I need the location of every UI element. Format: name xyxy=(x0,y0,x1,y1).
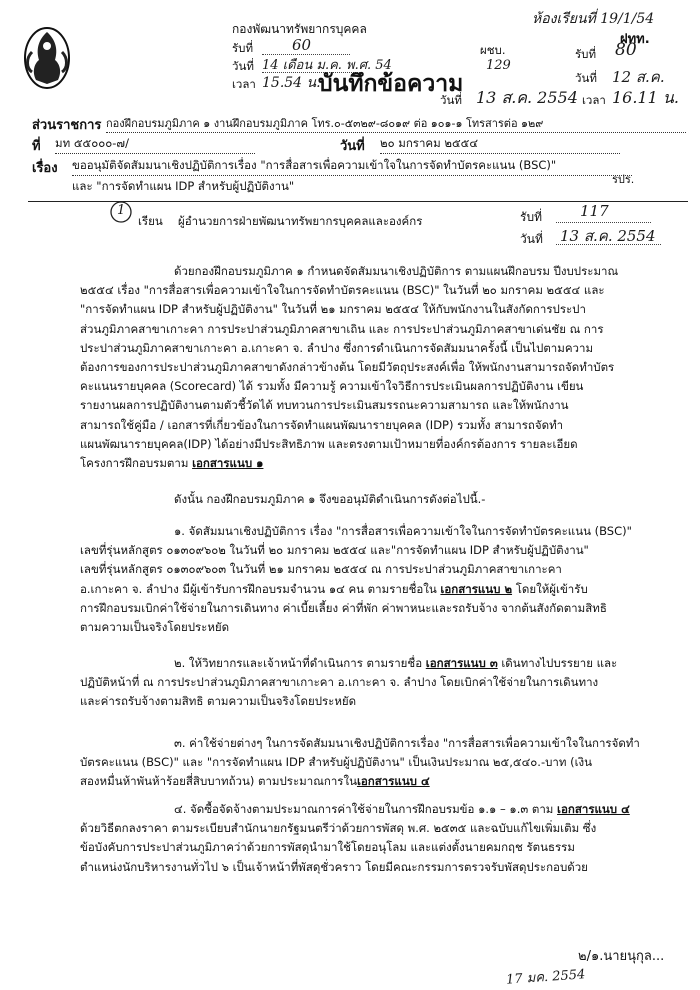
attachment-4-link-2[interactable]: เอกสารแนบ ๔ xyxy=(557,802,630,816)
p1-line: แผนพัฒนารายบุคคล(IDP) ได้อย่างมีประสิทธิภาพ และตรงตามเป้าหมายที่องค์กรต้องการ รายละเอียด xyxy=(80,436,578,451)
i1-line: เลขที่รุ่นหลักสูตร ๐๑๓๐๙๖๐๓ ในวันที่ ๒๑ มกราคม ๒๕๕๔ ณ การประปาส่วนภูมิภาคสาขาเกาะคา xyxy=(80,562,562,577)
recv2-date-value: 13 ส.ค. 2554 xyxy=(560,227,656,245)
attachment-1-link[interactable]: เอกสารแนบ ๑ xyxy=(192,456,264,471)
recv2-label: รับที่ xyxy=(520,210,542,224)
i1-line: การฝึกอบรมเบิกค่าใช้จ่ายในการเดินทาง ค่าเบี้ยเลี้ยง ค่าที่พัก ค่าพาหนะและรถรับจ้าง จากต้นสังกัดตามสิทธิ xyxy=(80,600,607,615)
i3-line: ๓. ค่าใช้จ่ายต่างๆ ในการจัดสัมมนาเชิงปฏิบัติการเรื่อง "การสื่อสารเพื่อความเข้าใจในการจัดทำ xyxy=(174,736,640,750)
i4-l1-text: ๔. จัดซื้อจัดจ้างตามประมาณการค่าใช้จ่ายในการฝึกอบรมข้อ ๑.๑ – ๑.๓ ตาม xyxy=(174,802,558,816)
i2-l1-suffix: เดินทางไปบรรยาย และ xyxy=(497,656,618,670)
item-3 xyxy=(80,734,670,792)
i1-line xyxy=(80,580,670,599)
p1-line: ต้องการของการประปาส่วนภูมิภาคสาขาดังกล่าวข้างต้น โดยมีวัตถุประสงค์เพื่อ ให้พนักงานสามารถจัดทำบัตร xyxy=(80,360,615,375)
stamp-recv-value: 60 xyxy=(292,36,312,54)
i1-l4-text: อ.เกาะคา จ. ลำปาง มีผู้เข้ารับการฝึกอบรมจำนวน ๑๔ คน ตามรายชื่อใน xyxy=(80,581,441,596)
stamp-time-value: 15.54 น. xyxy=(262,75,321,91)
right-date2-label: วันที่ xyxy=(440,93,462,107)
item-2 xyxy=(80,654,670,712)
right-time-value: 16.11 น. xyxy=(612,88,679,107)
i1-line: เลขที่รุ่นหลักสูตร ๐๑๓๐๙๖๐๒ ในวันที่ ๒๐ มกราคม ๒๕๕๔ และ"การจัดทำแผน IDP สำหรับผู้ปฏิบัติงาน" xyxy=(80,543,589,558)
i3-l3-text: สองหมื่นห้าพันห้าร้อยสี่สิบบาทถ้วน) ตามประมาณการใน xyxy=(80,774,357,789)
right-date2-value: 13 ส.ค. 2554 xyxy=(476,88,578,107)
stamp-recv-label: รับที่ xyxy=(232,41,254,55)
rbs-mark: รปร. xyxy=(612,173,635,186)
p1-line: "การจัดทำแผน IDP สำหรับผู้ปฏิบัติงาน" ในวันที่ ๒๑ มกราคม ๒๕๕๔ ให้กับพนักงานในสังกัดการประปา xyxy=(80,302,586,317)
paragraph-1 xyxy=(80,262,670,473)
page-title: บันทึกข้อความ xyxy=(318,71,464,97)
continued-note: ๒/๑.นายนุกุล... xyxy=(578,949,665,964)
i2-line: ปฏิบัติหน้าที่ ณ การประปาส่วนภูมิภาคสาขาเกาะคา อ.เกาะคา จ. ลำปาง โดยเบิกค่าใช้จ่ายในการเดินทาง xyxy=(80,675,599,690)
handwritten-top-note: ห้องเรียนที่ 19/1/54 xyxy=(532,11,655,27)
dept-label: ส่วนราชการ xyxy=(32,118,102,133)
i2-line xyxy=(80,654,670,673)
i4-line: ด้วยวิธีตกลงราคา ตามระเบียบสำนักนายกรัฐมนตรีว่าด้วยการพัสดุ พ.ศ. ๒๕๓๕ และฉบับแก้ไขเพิ่มเติม ซึ่ง xyxy=(80,821,597,836)
unit2-label: ฝทท. xyxy=(620,32,650,47)
p1-line: ๒๕๕๔ เรื่อง "การสื่อสารเพื่อความเข้าใจในการจัดทำบัตรคะแนน (BSC)" ในวันที่ ๒๐ มกราคม ๒๕๕๔ และ xyxy=(80,283,605,298)
i4-line: ตำแหน่งนักบริหารงานทั่วไป ๖ เป็นเจ้าหน้าที่พัสดุชั่วคราว โดยมีคณะกรรมการตรวจรับพัสดุประกอบด้วย xyxy=(80,859,588,874)
right-recv-label: รับที่ xyxy=(575,47,597,61)
recv2-date-label: วันที่ xyxy=(520,232,543,246)
i3-line xyxy=(80,772,670,791)
i1-line: ตามความเป็นจริงโดยประหยัด xyxy=(80,620,230,635)
stamp-date-value: 14 เดือน ม.ค. พ.ศ. 54 xyxy=(262,58,392,73)
subject-line-2: และ "การจัดทำแผน IDP สำหรับผู้ปฏิบัติงาน" xyxy=(72,179,295,193)
right-date-label: วันที่ xyxy=(575,71,597,85)
recv2-value: 117 xyxy=(580,202,609,220)
attachment-4-link[interactable]: เอกสารแนบ ๔ xyxy=(356,774,430,789)
to-value: ผู้อำนวยการฝ่ายพัฒนาทรัพยากรบุคคลและองค์กร xyxy=(178,214,423,228)
i1-line: ๑. จัดสัมมนาเชิงปฏิบัติการ เรื่อง "การสื่อสารเพื่อความเข้าใจในการจัดทำบัตรคะแนน (BSC)" xyxy=(174,524,632,538)
doc-date-label: วันที่ xyxy=(340,139,365,154)
i2-l1-text: ๒. ให้วิทยากรและเจ้าหน้าที่ดำเนินการ ตามรายชื่อ xyxy=(174,656,426,670)
right-date-value: 12 ส.ค. xyxy=(612,68,665,86)
dept-value: กองฝึกอบรมภูมิภาค ๑ งานฝึกอบรมภูมิภาค โทร.๐-๕๓๒๙-๘๐๑๙ ต่อ ๑๐๑-๑ โทรสารต่อ ๑๒๙ xyxy=(106,114,686,133)
p1-line: ส่วนภูมิภาคสาขาเกาะคา การประปาส่วนภูมิภาคสาขาเถิน และ การประปาส่วนภูมิภาคสาขาเด่นชัย ณ การ xyxy=(80,321,604,336)
p1-line: รายงานผลการปฏิบัติงานตามตัวชี้วัดได้ ทบทวนการประเมินสมรรถนะความสามารถ และให้พนักงาน xyxy=(80,398,569,413)
i2-line: และค่ารถรับจ้างตามสิทธิ ตามความเป็นจริงโดยประหยัด xyxy=(80,694,357,709)
stamp-time-label: เวลา xyxy=(232,77,256,91)
i4-line xyxy=(80,800,670,819)
p1-line: ประปาส่วนภูมิภาคสาขาเกาะคา อ.เกาะคา จ. ลำปาง ซึ่งการดำเนินการจัดสัมมนาครั้งนี้ เป็นไปตามความ xyxy=(80,340,594,355)
unit1-number: 129 xyxy=(486,58,511,73)
stamp-date-label: วันที่ xyxy=(232,59,254,73)
subject-label: เรื่อง xyxy=(32,161,58,176)
p1-line: คะแนนรายบุคคล (Scorecard) ได้ รวมทั้ง มีความรู้ ความเข้าใจวิธีการประเมินผลการปฏิบัติงาน เขียน xyxy=(80,379,584,394)
i3-line: บัตรคะแนน (BSC)" และ "การจัดทำแผน IDP สำหรับผู้ปฏิบัติงาน" เป็นเงินประมาณ ๒๕,๕๔๐.-บาท (เงิน xyxy=(80,755,592,770)
unit1-label: ผชบ. xyxy=(480,43,506,57)
i4-line: ข้อบังคับการประปาส่วนภูมิภาคว่าด้วยการพัสดุนำมาใช้โดยอนุโลม และแต่งตั้งนายคมกฤช รัตนธรรม xyxy=(80,840,575,855)
p1-line: ด้วยกองฝึกอบรมภูมิภาค ๑ กำหนดจัดสัมมนาเชิงปฏิบัติการ ตามแผนฝึกอบรม ปีงบประมาณ xyxy=(174,264,619,278)
paragraph-2 xyxy=(80,490,670,509)
p1-last-text: โครงการฝึกอบรมตาม xyxy=(80,456,193,471)
doc-no-value: มท ๕๕๐๐๐-๗/ xyxy=(55,135,255,154)
to-label: เรียน xyxy=(138,214,163,228)
i1-l4-suffix: โดยให้ผู้เข้ารับ xyxy=(512,581,588,596)
attachment-2-link[interactable]: เอกสารแนบ ๒ xyxy=(440,581,513,596)
stamp-org: กองพัฒนาทรัพยากรบุคคล xyxy=(232,22,367,36)
circled-number: 1 xyxy=(117,203,126,218)
subject-line-1: ขออนุมัติจัดสัมมนาเชิงปฏิบัติการเรื่อง "การสื่อสารเพื่อความเข้าใจในการจัดทำบัตรคะแนน (BSC)" xyxy=(72,157,632,176)
right-recv-value: 80 xyxy=(615,40,637,60)
footer-date-stamp: 17 มค. 2554 xyxy=(505,967,586,988)
doc-no-label: ที่ xyxy=(32,139,41,154)
doc-date-value: ๒๐ มกราคม ๒๕๕๔ xyxy=(380,135,620,154)
right-time-label: เวลา xyxy=(582,93,606,107)
attachment-3-link[interactable]: เอกสารแนบ ๓ xyxy=(425,656,498,670)
p1-line: สามารถใช้คู่มือ / เอกสารที่เกี่ยวข้องในการจัดทำแผนพัฒนารายบุคคล (IDP) รวมทั้ง สามารถจัดทำ xyxy=(80,417,564,432)
garuda-emblem xyxy=(12,22,82,94)
item-4 xyxy=(80,800,670,877)
item-1 xyxy=(80,522,670,637)
p1-line xyxy=(80,454,670,473)
p2-line: ดังนั้น กองฝึกอบรมภูมิภาค ๑ จึงขออนุมัติดำเนินการดังต่อไปนี้.- xyxy=(174,492,486,506)
